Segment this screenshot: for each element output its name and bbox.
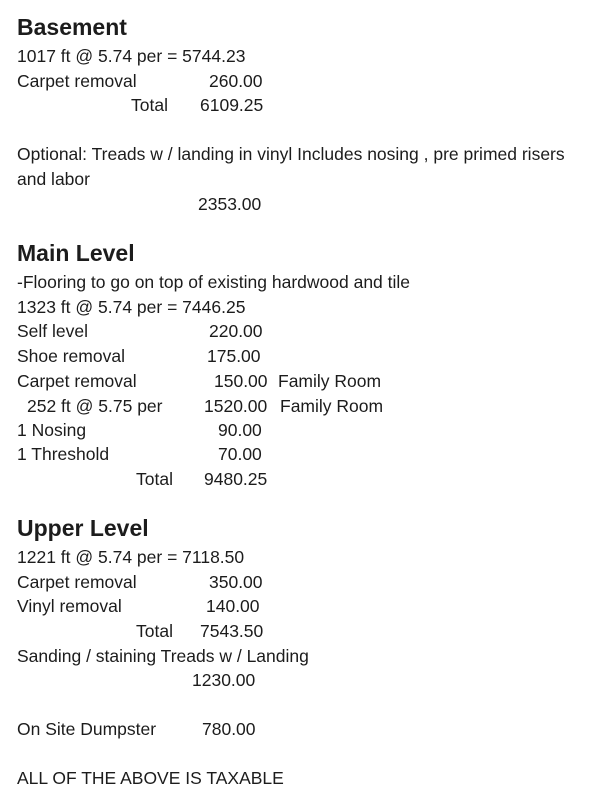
dumpster-label: On Site Dumpster	[17, 719, 157, 739]
upper-item-label: Carpet removal	[17, 572, 137, 592]
main-item-value: 70.00	[218, 444, 262, 464]
main-level-area-line: 1323 ft @ 5.74 per = 7446.25	[17, 297, 246, 317]
sanding-text: Sanding / staining Treads w / Landing	[17, 646, 309, 666]
basement-total-label: Total	[131, 95, 168, 115]
main-item-value: 150.00	[214, 371, 268, 391]
upper-level-area-line: 1221 ft @ 5.74 per = 7118.50	[17, 547, 245, 567]
basement-optional-text: Optional: Treads w / landing in vinyl Includes nosing , pre primed risers and labor	[17, 144, 565, 189]
main-item-note: Family Room	[280, 396, 384, 416]
basement-heading: Basement	[17, 14, 127, 40]
main-level-note: -Flooring to go on top of existing hardwood and tile	[17, 272, 411, 292]
basement-optional-value: 2353.00	[198, 194, 262, 214]
dumpster-value: 780.00	[202, 719, 256, 739]
main-item-value: 1520.00	[204, 396, 268, 416]
main-item-value: 90.00	[218, 420, 262, 440]
sanding-value: 1230.00	[192, 670, 256, 690]
main-level-heading: Main Level	[17, 240, 135, 266]
taxable-note: ALL OF THE ABOVE IS TAXABLE	[17, 768, 284, 788]
upper-level-total-label: Total	[136, 621, 173, 641]
main-item-label: 252 ft @ 5.75 per	[27, 396, 163, 416]
main-item-label: 1 Nosing	[17, 420, 87, 440]
main-item-value: 220.00	[209, 321, 263, 341]
main-item-note: Family Room	[278, 371, 382, 391]
basement-total-value: 6109.25	[200, 95, 264, 115]
upper-level-total-value: 7543.50	[200, 621, 264, 641]
basement-carpet-value: 260.00	[209, 71, 263, 91]
main-item-label: 1 Threshold	[17, 444, 110, 464]
upper-item-value: 350.00	[209, 572, 263, 592]
upper-item-label: Vinyl removal	[17, 596, 122, 616]
main-level-total-value: 9480.25	[204, 469, 268, 489]
main-item-label: Self level	[17, 321, 89, 341]
main-item-label: Carpet removal	[17, 371, 137, 391]
upper-item-value: 140.00	[206, 596, 260, 616]
basement-carpet-label: Carpet removal	[17, 71, 137, 91]
upper-level-heading: Upper Level	[17, 515, 149, 541]
basement-area-line: 1017 ft @ 5.74 per = 5744.23	[17, 46, 246, 66]
main-item-value: 175.00	[207, 346, 261, 366]
main-level-total-label: Total	[136, 469, 173, 489]
main-item-label: Shoe removal	[17, 346, 125, 366]
